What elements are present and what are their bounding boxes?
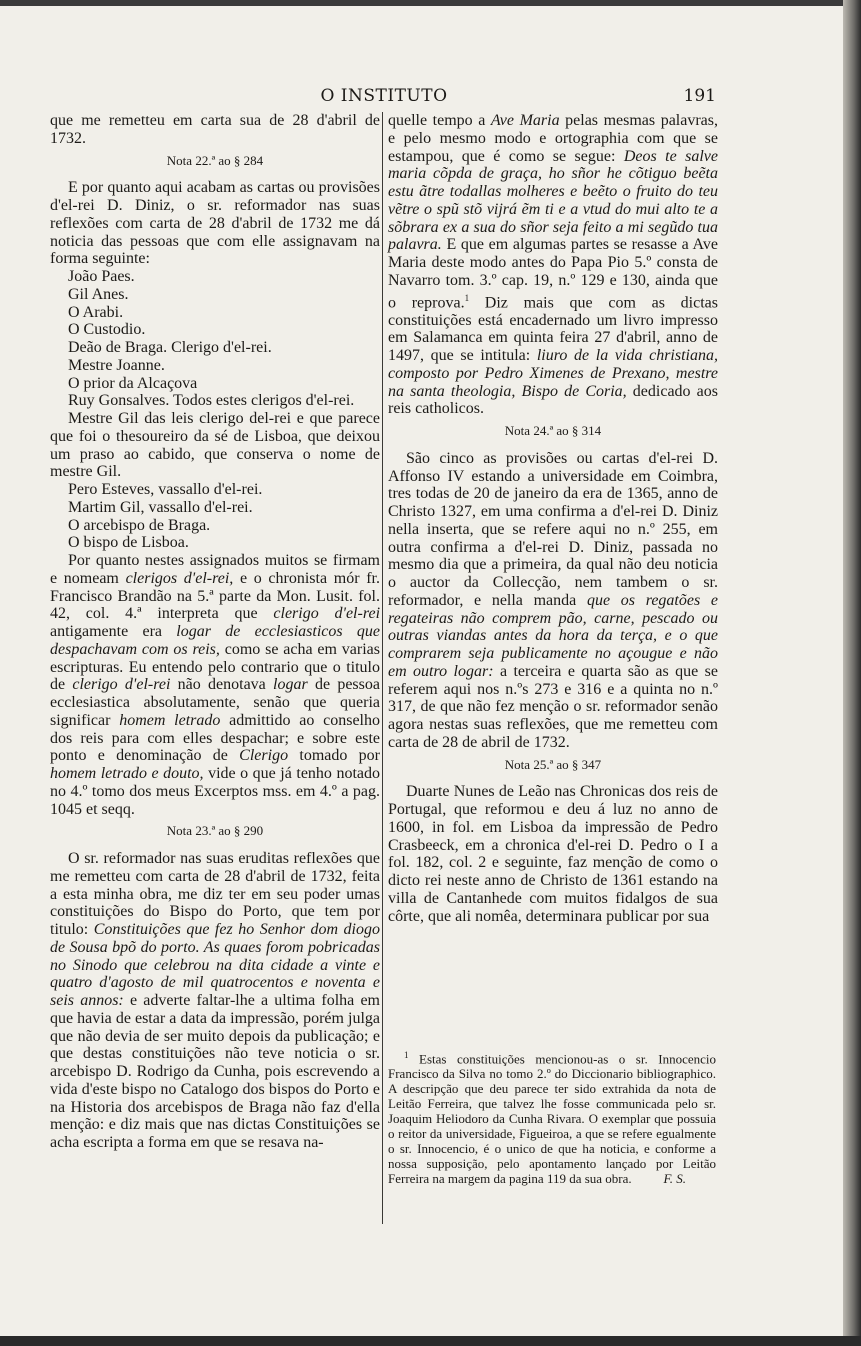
page-edge	[843, 0, 861, 1346]
signatory-list-2	[50, 481, 380, 552]
text: tomado por	[288, 747, 380, 765]
text: O sr. reformador nas suas eruditas reflexões que me remetteu com carta de 28 d'abril de 1732, feita a esta minha obra, me diz ter em seu poder umas constituições do Bispo do Porto, que tem por titulo:	[50, 850, 380, 938]
note-25-title: Nota 25.ª ao § 347	[504, 756, 602, 772]
paragraph	[50, 552, 380, 818]
list-item: Gil Anes.	[68, 285, 129, 303]
text: admittido ao conselho dos reis para com elles despachar; e sobre este ponto e denominação de	[50, 711, 380, 765]
text: antigamente era	[50, 623, 177, 640]
list-item: O bispo de Lisboa.	[68, 534, 189, 552]
note-22-title: Nota 22.ª ao § 284	[166, 152, 264, 168]
list-item: Pero Esteves, vassallo d'el-rei.	[68, 481, 263, 498]
footnote-mark: 1	[404, 1050, 409, 1060]
text: pelas mesmas palavras, e pelo mesmo modo e ortographia com que se estampou, que é como se segue:	[388, 112, 719, 165]
list-item: João Paes.	[68, 268, 135, 285]
left-column	[50, 112, 380, 1152]
text: São cinco as provisões ou cartas d'el-rei D. Affonso IV estando a universidade em Coimbra, tres todas de 20 de janeiro da era de 1365, anno de Christo 1327, em uma confirma a d'el-rei D. Diniz nella inserta, que se refere aqui no n.º 255, em outra confirma a d'el-rei D. Diniz, passada no mesmo dia que a primeira, da qual não deu noticia o auctor da Collecção, nem tambem o sr. reformador, e nella manda	[388, 449, 718, 609]
footnote-ref: 1	[464, 292, 470, 303]
text: Diz mais que com as dictas constituições está encadernado um livro impresso em Salamanca em quinta feira 27 d'abril, anno de 1497, que se intitula:	[388, 293, 718, 365]
column-divider	[382, 112, 383, 1224]
italic-text: Ave Maria	[490, 112, 560, 129]
list-item: O arcebispo de Braga.	[68, 516, 211, 534]
text: E que em algumas partes se resasse a Ave Maria deste modo antes do Papa Pio 5.º consta de Navarro tom. 3.º cap. 19, n.º 129 e 130, ainda que o reprova.	[388, 236, 718, 311]
italic-text: Deos te salve maria cõpda de graça, ho sñor he cõtiguo beẽta estu ãtre todallas molheres e beẽto o fruito do teu vẽtre o spũ stõ vijrá ẽm ti e a vtud do mui alto te a sõbrara ex a sua do sñor seja feito a mi segũdo tua palavra.	[388, 147, 718, 254]
footnote-text: Estas constituições mencionou-as o sr. Innocencio Francisco da Silva no tomo 2.º do Diccionario bibliographico. A descripção que deu parece ter sido extrahida da nota de Leitão Ferreira, que talvez lhe fosse communicada pelo sr. Joaquim Heliodoro da Cunha Rivara. O exemplar que possuia o reitor da universidade, Figueiroa, a que se refere egualmente o sr. Innocencio, é o unico de que ha noticia, e conforme a nossa supposição, pelo apontamento lançado por Leitão Ferreira na margem da pagina 119 da sua obra.	[388, 1051, 716, 1187]
paragraph	[388, 450, 718, 752]
italic-text: que os regatões e regateiras não comprem pão, carne, pescado ou outras viandas antes da hora da terça, e o que comprarem seja publicamente no açougue e não em outro logar:	[388, 591, 719, 680]
footnotes	[388, 1048, 716, 1186]
italic-text: logar de ecclesiasticos que despachavam com os reis,	[50, 623, 381, 658]
paragraph	[388, 112, 718, 418]
paragraph: que me remetteu em carta sua de 28 d'abril de 1732.	[50, 112, 380, 147]
italic-text: clerigo d'el-rei	[72, 676, 171, 694]
text: não denotava	[170, 676, 274, 694]
signatory-list	[50, 268, 380, 410]
italic-text: liuro de la vida christiana, composto por Pedro Ximenes de Prexano, mestre na santa theologia, Bispo de Coria,	[388, 347, 718, 400]
text: a terceira e quarta são as que se referem aqui nos n.ºs 273 e 316 e a quinta no n.º 317, de que não fez menção o sr. reformador senão agora nestas suas reflexões, que me remetteu com carta de 28 de abril de 1732.	[388, 662, 719, 751]
list-item: O prior da Alcaçova	[68, 374, 198, 392]
paragraph: E por quanto aqui acabam as cartas ou provisões d'el-rei D. Diniz, o sr. reformador nas suas reflexões com carta de 28 d'abril de 1732 me dá noticia das pessoas que com elle assignavam na forma seguinte:	[50, 179, 380, 268]
footnote	[388, 1048, 716, 1186]
text: Por quanto nestes assignados muitos se firmam e nomeam	[50, 552, 380, 587]
italic-text: Constituições que fez ho Senhor dom diogo de Sousa bpõ do porto. As quaes forom pobricadas no Sinodo que celebrou na dita cidade a vinte e quatro d'agosto de mil quatrocentos e noventa e seis annos:	[50, 921, 381, 1009]
paragraph	[50, 850, 380, 1152]
text: de pessoa ecclesiastica absolutamente, senão que queria significar	[50, 676, 380, 729]
footnote-signature: F. S.	[663, 1171, 686, 1187]
italic-text: Clerigo	[239, 747, 289, 765]
italic-text: homem letrado e douto,	[50, 765, 204, 782]
paragraph: Mestre Gil das leis clerigo del-rei e que parece que foi o thesoureiro da sé de Lisboa, que deixou um praso ao cabido, que conserva o nome de mestre Gil.	[50, 410, 380, 481]
text: quelle tempo a	[388, 112, 491, 129]
italic-text: clerigos d'el-rei,	[125, 569, 234, 587]
scan-border	[0, 1336, 861, 1346]
paragraph: Duarte Nunes de Leão nas Chronicas dos reis de Portugal, que reformou e deu á luz no anno de 1600, in fol. em Lisboa da impressão de Pedro Crasbeeck, em a chronica d'el-rei D. Pedro o I a fol. 182, col. 2 e seguinte, faz menção de como o dicto rei neste anno de Christo de 1361 estando na villa de Cantanhede com muitos fidalgos de sua côrte, que ali nomêa, determinara publicar por sua	[388, 783, 718, 925]
right-column	[388, 112, 718, 925]
note-23-title: Nota 23.ª ao § 290	[166, 823, 264, 839]
text: vide o que já tenho notado no 4.º tomo dos meus Excerptos mss. em 4.º a pag. 1045 et seqq.	[50, 765, 380, 818]
list-item: Deão de Braga. Clerigo d'el-rei.	[68, 339, 272, 356]
list-item: Mestre Joanne.	[68, 356, 165, 374]
text: dedicado aos reis catholicos.	[388, 382, 719, 418]
italic-text: clerigo d'el-rei	[273, 605, 381, 623]
italic-text: logar	[273, 676, 308, 694]
text: e o chronista mór fr. Francisco Brandão na 5.ª parte da Mon. Lusit. fol. 42, col. 4.ª interpreta que	[50, 569, 380, 623]
list-item: Ruy Gonsalves. Todos estes clerigos d'el-rei.	[68, 392, 355, 410]
page-number: 191	[683, 86, 716, 106]
text: e adverte faltar-lhe a ultima folha em que havia de estar a data da impressão, porém julga que não devia de ser muito depois da publicação; e que destas constituições não teve noticia o sr. arcebispo D. Rodrigo da Cunha, pois escrevendo a vida d'este bispo no Catalogo dos bispos do Porto e na Historia dos arcebispos de Braga não faz d'ella menção: e diz mais que nas dictas Constituições se acha escripta a forma em que se resava na-	[50, 992, 380, 1151]
list-item: O Arabi.	[68, 303, 124, 321]
text: como se acha em varias escripturas. Eu entendo pelo contrario que o titulo de	[50, 640, 380, 694]
running-title: O INSTITUTO	[320, 86, 448, 106]
italic-text: homem letrado	[119, 711, 221, 729]
page-header	[52, 76, 716, 106]
note-24-title: Nota 24.ª ao § 314	[504, 423, 602, 439]
list-item: O Custodio.	[68, 321, 146, 339]
list-item: Martim Gil, vassallo d'el-rei.	[68, 498, 253, 516]
